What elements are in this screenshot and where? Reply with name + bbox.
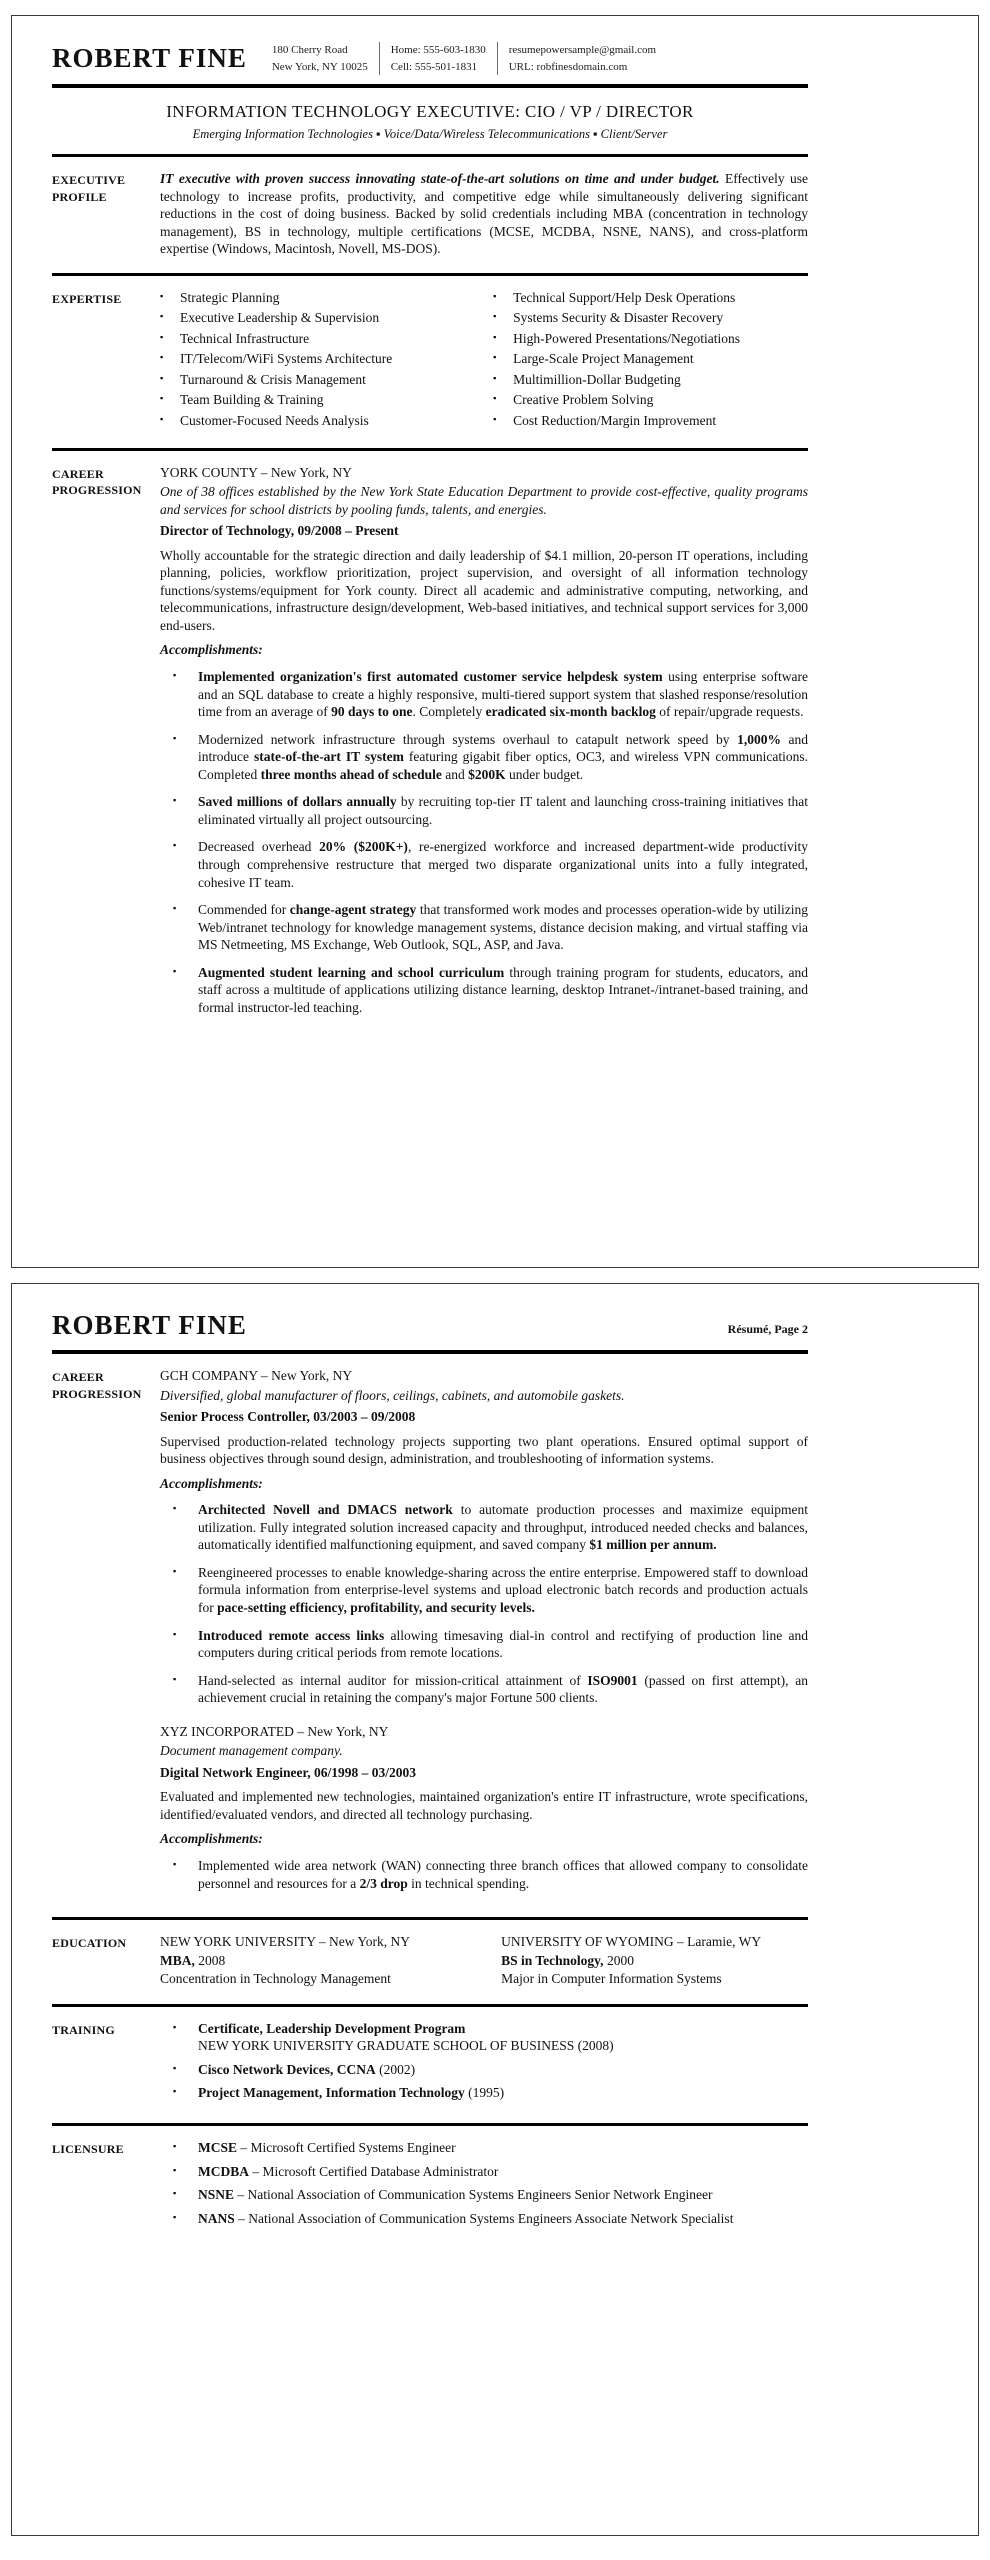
bullet-square-icon: ▪ [173, 2086, 177, 2097]
accomplishment-bullet [170, 731, 808, 784]
job-role-line: Digital Network Engineer, 06/1998 – 03/2003 [160, 1764, 416, 1780]
school-degree: MBA, 2008 [160, 1952, 226, 1968]
header-rule [52, 84, 808, 88]
job-role-line: Director of Technology, 09/2008 – Present [160, 523, 399, 539]
section-education [52, 1920, 808, 2004]
job-role-line: Senior Process Controller, 03/2003 – 09/2008 [160, 1409, 416, 1425]
bullet-square-icon: ▪ [173, 1565, 177, 1576]
licensure-item [170, 2139, 808, 2157]
training-item [170, 2084, 808, 2102]
expertise-item-label: Technical Support/Help Desk Operations [513, 289, 736, 305]
accomplishments-label: Accomplishments: [160, 642, 263, 658]
expertise-item [493, 330, 808, 348]
accomplishment-text: Hand-selected as internal auditor for mission-critical attainment of ISO9001 (passed on first attempt), an achievement crucial in retaining the company's major Fortune 500 clients. [198, 1672, 808, 1706]
accomplishment-bullet [170, 1501, 808, 1554]
candidate-name: ROBERT FINE [52, 43, 247, 73]
expertise-item-label: Technical Infrastructure [180, 330, 310, 346]
accomplishments-list [160, 668, 808, 1016]
accomplishment-bullet [170, 668, 808, 721]
accomplishments-list [160, 1857, 808, 1892]
expertise-item-label: Turnaround & Crisis Management [180, 371, 366, 387]
job-company: YORK COUNTY – New York, NY [160, 464, 352, 480]
school-concentration: Concentration in Technology Management [160, 1971, 391, 1987]
job-xyz-incorporated [160, 1723, 808, 1892]
licensure-item-text: NSNE – National Association of Communication Systems Engineers Senior Network Engineer [198, 2187, 713, 2203]
expertise-item [160, 412, 481, 430]
education-school [501, 1933, 808, 1989]
expertise-item [160, 350, 481, 368]
expertise-item [493, 289, 808, 307]
bullet-square-icon: ▪ [160, 352, 164, 363]
executive-profile-text: IT executive with proven success innovating state-of-the-art solutions on time and under budget. Effectively use technology to increase profits, productivity, and competitive edge while simultaneously delivering significant reductions in the cost of doing business. Backed by solid credentials including MBA (concentration in technology management), BS in technology, multiple certifications (MCSE, MCDBA, NSNE, NANS), and cross-platform expertise (Windows, Macintosh, Novell, MS-DOS). [160, 171, 809, 257]
section-label-education: EDUCATION [52, 1936, 127, 1951]
training-item-text: Cisco Network Devices, CCNA (2002) [198, 2061, 416, 2077]
expertise-item-label: Team Building & Training [180, 392, 324, 408]
expertise-item [160, 309, 481, 327]
accomplishment-bullet [170, 793, 808, 828]
section-expertise [52, 276, 808, 448]
section-label-career-progression: CAREER PROGRESSION [52, 466, 142, 498]
accomplishment-bullet [170, 1672, 808, 1707]
bullet-square-icon: ▪ [173, 1503, 177, 1514]
bullet-square-icon: ▪ [173, 2140, 177, 2151]
page1-header [52, 42, 808, 75]
accomplishment-text: Implemented organization's first automated customer service helpdesk system using enterprise software and an SQL database to create a highly responsive, multi-tiered support system that slashed response/resolution time from an average of 90 days to one. Completely eradicated six-month backlog of repair/upgrade requests. [198, 669, 808, 720]
bullet-square-icon: ▪ [160, 372, 164, 383]
training-item [170, 2020, 808, 2055]
bullet-square-icon: ▪ [493, 352, 497, 363]
bullet-square-icon: ▪ [493, 393, 497, 404]
education-school [160, 1933, 479, 1989]
licensure-item-text: NANS – National Association of Communication Systems Engineers Associate Network Specialist [198, 2210, 734, 2226]
bullet-square-icon: ▪ [160, 414, 164, 425]
accomplishment-text: Implemented wide area network (WAN) connecting three branch offices that allowed company to consolidate personnel and resources for a 2/3 drop in technical spending. [198, 1858, 808, 1891]
job-summary: Evaluated and implemented new technologies, maintained organization's entire IT infrastructure, wrote specifications, identified/evaluated vendors, and directed all technology purchasing. [160, 1789, 808, 1822]
expertise-item-label: Customer-Focused Needs Analysis [180, 413, 369, 429]
bullet-square-icon: ▪ [173, 903, 177, 914]
expertise-item-label: High-Powered Presentations/Negotiations [513, 330, 740, 346]
bullet-square-icon: ▪ [173, 670, 177, 681]
bullet-square-icon: ▪ [173, 840, 177, 851]
bullet-square-icon: ▪ [173, 2164, 177, 2175]
bullet-square-icon: ▪ [160, 290, 164, 301]
accomplishments-label: Accomplishments: [160, 1475, 263, 1491]
bullet-square-icon: ▪ [160, 393, 164, 404]
expertise-item-label: IT/Telecom/WiFi Systems Architecture [180, 351, 393, 367]
accomplishment-text: Decreased overhead 20% ($200K+), re-energized workforce and increased department-wide productivity through comprehensive restructure that merged two disparate organizational units into a fully integrated, cohesive IT team. [198, 839, 809, 890]
contact-address [261, 42, 379, 75]
accomplishment-text: Reengineered processes to enable knowledge-sharing across the entire enterprise. Empowered staff to download formula information from enterprise-level systems and upload electronic batch records and production actuals for pace-setting efficiency, profitability, and security levels. [198, 1564, 808, 1616]
contact-phones [379, 42, 497, 75]
resume-tagline: Emerging Information Technologies ▪ Voice/Data/Wireless Telecommunications ▪ Client/Server [192, 127, 668, 141]
training-item-text: Certificate, Leadership Development Program NEW YORK UNIVERSITY GRADUATE SCHOOL OF BUSINESS (2008) [198, 2020, 614, 2054]
page2-header [52, 1310, 808, 1341]
bullet-square-icon: ▪ [173, 2188, 177, 2199]
accomplishment-bullet [170, 1627, 808, 1662]
bullet-square-icon: ▪ [173, 2021, 177, 2032]
accomplishment-text: Saved millions of dollars annually by recruiting top-tier IT talent and launching cross-training initiatives that eliminated virtually all project outsourcing. [198, 794, 809, 827]
contact-url: URL: robfinesdomain.com [508, 60, 628, 73]
contact-block [261, 42, 667, 75]
bullet-square-icon: ▪ [493, 372, 497, 383]
licensure-item [170, 2210, 808, 2228]
resume-page-1 [11, 15, 979, 1268]
section-executive-profile [52, 157, 808, 273]
job-company-blurb: Diversified, global manufacturer of floors, ceilings, cabinets, and automobile gaskets. [160, 1387, 625, 1403]
accomplishment-bullet [170, 1857, 808, 1892]
licensure-item [170, 2186, 808, 2204]
training-item [170, 2061, 808, 2079]
section-training [52, 2007, 808, 2123]
expertise-column-2 [493, 289, 808, 433]
accomplishment-bullet [170, 901, 808, 954]
candidate-name: ROBERT FINE [52, 1310, 247, 1340]
bullet-square-icon: ▪ [160, 331, 164, 342]
section-label-executive-profile: EXECUTIVE PROFILE [52, 173, 126, 204]
expertise-item-label: Executive Leadership & Supervision [180, 310, 380, 326]
page-number-label: Résumé, Page 2 [727, 1322, 808, 1336]
contact-line: Cell: 555-501-1831 [390, 60, 478, 73]
accomplishment-text: Architected Novell and DMACS network to automate production processes and maximize equipment utilization. Fully integrated solution increased capacity and throughput, introduced needed checks and balances, automatically identified malfunctioning equipment, and saved company $1 million per annum. [198, 1502, 808, 1553]
section-label-career-progression: CAREER PROGRESSION [52, 1370, 142, 1401]
expertise-item-label: Creative Problem Solving [513, 392, 654, 408]
job-summary: Supervised production-related technology projects supporting two plant operations. Ensured optimal support of business objectives through sound design, administration, and troubleshooting of information systems. [160, 1433, 808, 1467]
school-name: UNIVERSITY OF WYOMING – Laramie, WY [501, 1934, 762, 1950]
licensure-item-text: MCDBA – Microsoft Certified Database Administrator [198, 2163, 499, 2179]
accomplishment-bullet [170, 964, 808, 1017]
bullet-square-icon: ▪ [173, 1628, 177, 1639]
job-company-blurb: Document management company. [160, 1743, 343, 1759]
accomplishment-bullet [170, 1564, 808, 1617]
expertise-item [160, 371, 481, 389]
contact-line: 180 Cherry Road [271, 44, 348, 56]
expertise-item [493, 350, 808, 368]
section-label-training: TRAINING [52, 2022, 115, 2037]
accomplishments-list [160, 1501, 808, 1706]
school-name: NEW YORK UNIVERSITY – New York, NY [160, 1934, 410, 1950]
contact-online [497, 42, 667, 75]
licensure-item-text: MCSE – Microsoft Certified Systems Engineer [198, 2139, 456, 2155]
bullet-square-icon: ▪ [493, 290, 497, 301]
expertise-item-label: Cost Reduction/Margin Improvement [513, 413, 717, 429]
section-career-progression-continued [52, 1354, 808, 1917]
job-company: GCH COMPANY – New York, NY [160, 1368, 353, 1383]
job-company-blurb: One of 38 offices established by the New York State Education Department to provide cost-effective, quality programs and services for school districts by pooling funds, talents, and energies. [160, 484, 808, 517]
expertise-item-label: Large-Scale Project Management [513, 351, 694, 367]
contact-line: Home: 555-603-1830 [390, 44, 486, 56]
expertise-item [493, 391, 808, 409]
expertise-columns [160, 289, 808, 433]
school-concentration: Major in Computer Information Systems [501, 1971, 722, 1987]
licensure-item [170, 2163, 808, 2181]
section-career-progression [52, 451, 808, 1042]
education-columns [160, 1933, 808, 1989]
bullet-square-icon: ▪ [173, 2062, 177, 2073]
expertise-item-label: Multimillion-Dollar Budgeting [513, 371, 681, 387]
expertise-item [160, 330, 481, 348]
expertise-item [493, 371, 808, 389]
bullet-square-icon: ▪ [173, 1859, 177, 1870]
bullet-square-icon: ▪ [173, 1673, 177, 1684]
resume-headline: INFORMATION TECHNOLOGY EXECUTIVE: CIO / VP / DIRECTOR [166, 102, 694, 121]
bullet-square-icon: ▪ [493, 311, 497, 322]
accomplishment-text: Commended for change-agent strategy that transformed work modes and processes operation-wide by utilizing Web/intranet technology for knowledge management systems, distance decision making, and virtual staffing via MS Netmeeting, MS Exchange, Web Outlook, SQL, ASP, and Java. [198, 902, 808, 953]
bullet-square-icon: ▪ [173, 2211, 177, 2222]
accomplishments-label: Accomplishments: [160, 1831, 263, 1847]
bullet-square-icon: ▪ [173, 795, 177, 806]
job-summary: Wholly accountable for the strategic direction and daily leadership of $4.1 million, 20-person IT operations, including planning, policies, workflow prioritization, project supervision, and oversight of all information technology functions/systems/equipment for York county. Direct all academic and administrative computing, networking, and telecommunications, infrastructure design/development, Web-based initiatives, and technical support services for 3,000 end-users. [160, 547, 808, 633]
training-item-text: Project Management, Information Technology (1995) [198, 2085, 505, 2101]
expertise-item-label: Strategic Planning [180, 289, 280, 305]
job-company: XYZ INCORPORATED – New York, NY [160, 1723, 389, 1739]
section-label-licensure: LICENSURE [52, 2141, 124, 2156]
section-label-expertise: EXPERTISE [52, 291, 122, 306]
contact-line: New York, NY 10025 [271, 60, 368, 73]
expertise-item [160, 391, 481, 409]
accomplishment-text: Augmented student learning and school curriculum through training program for students, educators, and staff across a multitude of applications utilizing distance learning, desktop Intranet-/intranet-based training, and formal instructor-led teaching. [198, 964, 808, 1015]
bullet-square-icon: ▪ [493, 414, 497, 425]
accomplishment-bullet [170, 838, 808, 891]
job-york-county [160, 464, 808, 1017]
contact-email: resumepowersample@gmail.com [508, 44, 657, 56]
bullet-square-icon: ▪ [493, 331, 497, 342]
bullet-square-icon: ▪ [173, 965, 177, 976]
bullet-square-icon: ▪ [160, 311, 164, 322]
resume-page-2 [11, 1283, 979, 2536]
school-degree: BS in Technology, 2000 [501, 1952, 634, 1968]
accomplishment-text: Introduced remote access links allowing timesaving dial-in control and rectifying of production line and computers during critical periods from remote locations. [198, 1627, 809, 1661]
bullet-square-icon: ▪ [173, 732, 177, 743]
section-licensure [52, 2126, 808, 2248]
expertise-column-1 [160, 289, 481, 433]
expertise-item [493, 309, 808, 327]
accomplishment-text: Modernized network infrastructure through systems overhaul to catapult network speed by 1,000% and introduce state-of-the-art IT system featuring gigabit fiber optics, OC3, and wireless VPN communications. Completed three months ahead of schedule and $200K under budget. [198, 731, 808, 782]
job-gch-company [160, 1367, 808, 1707]
expertise-item [160, 289, 481, 307]
expertise-item [493, 412, 808, 430]
expertise-item-label: Systems Security & Disaster Recovery [513, 310, 724, 326]
